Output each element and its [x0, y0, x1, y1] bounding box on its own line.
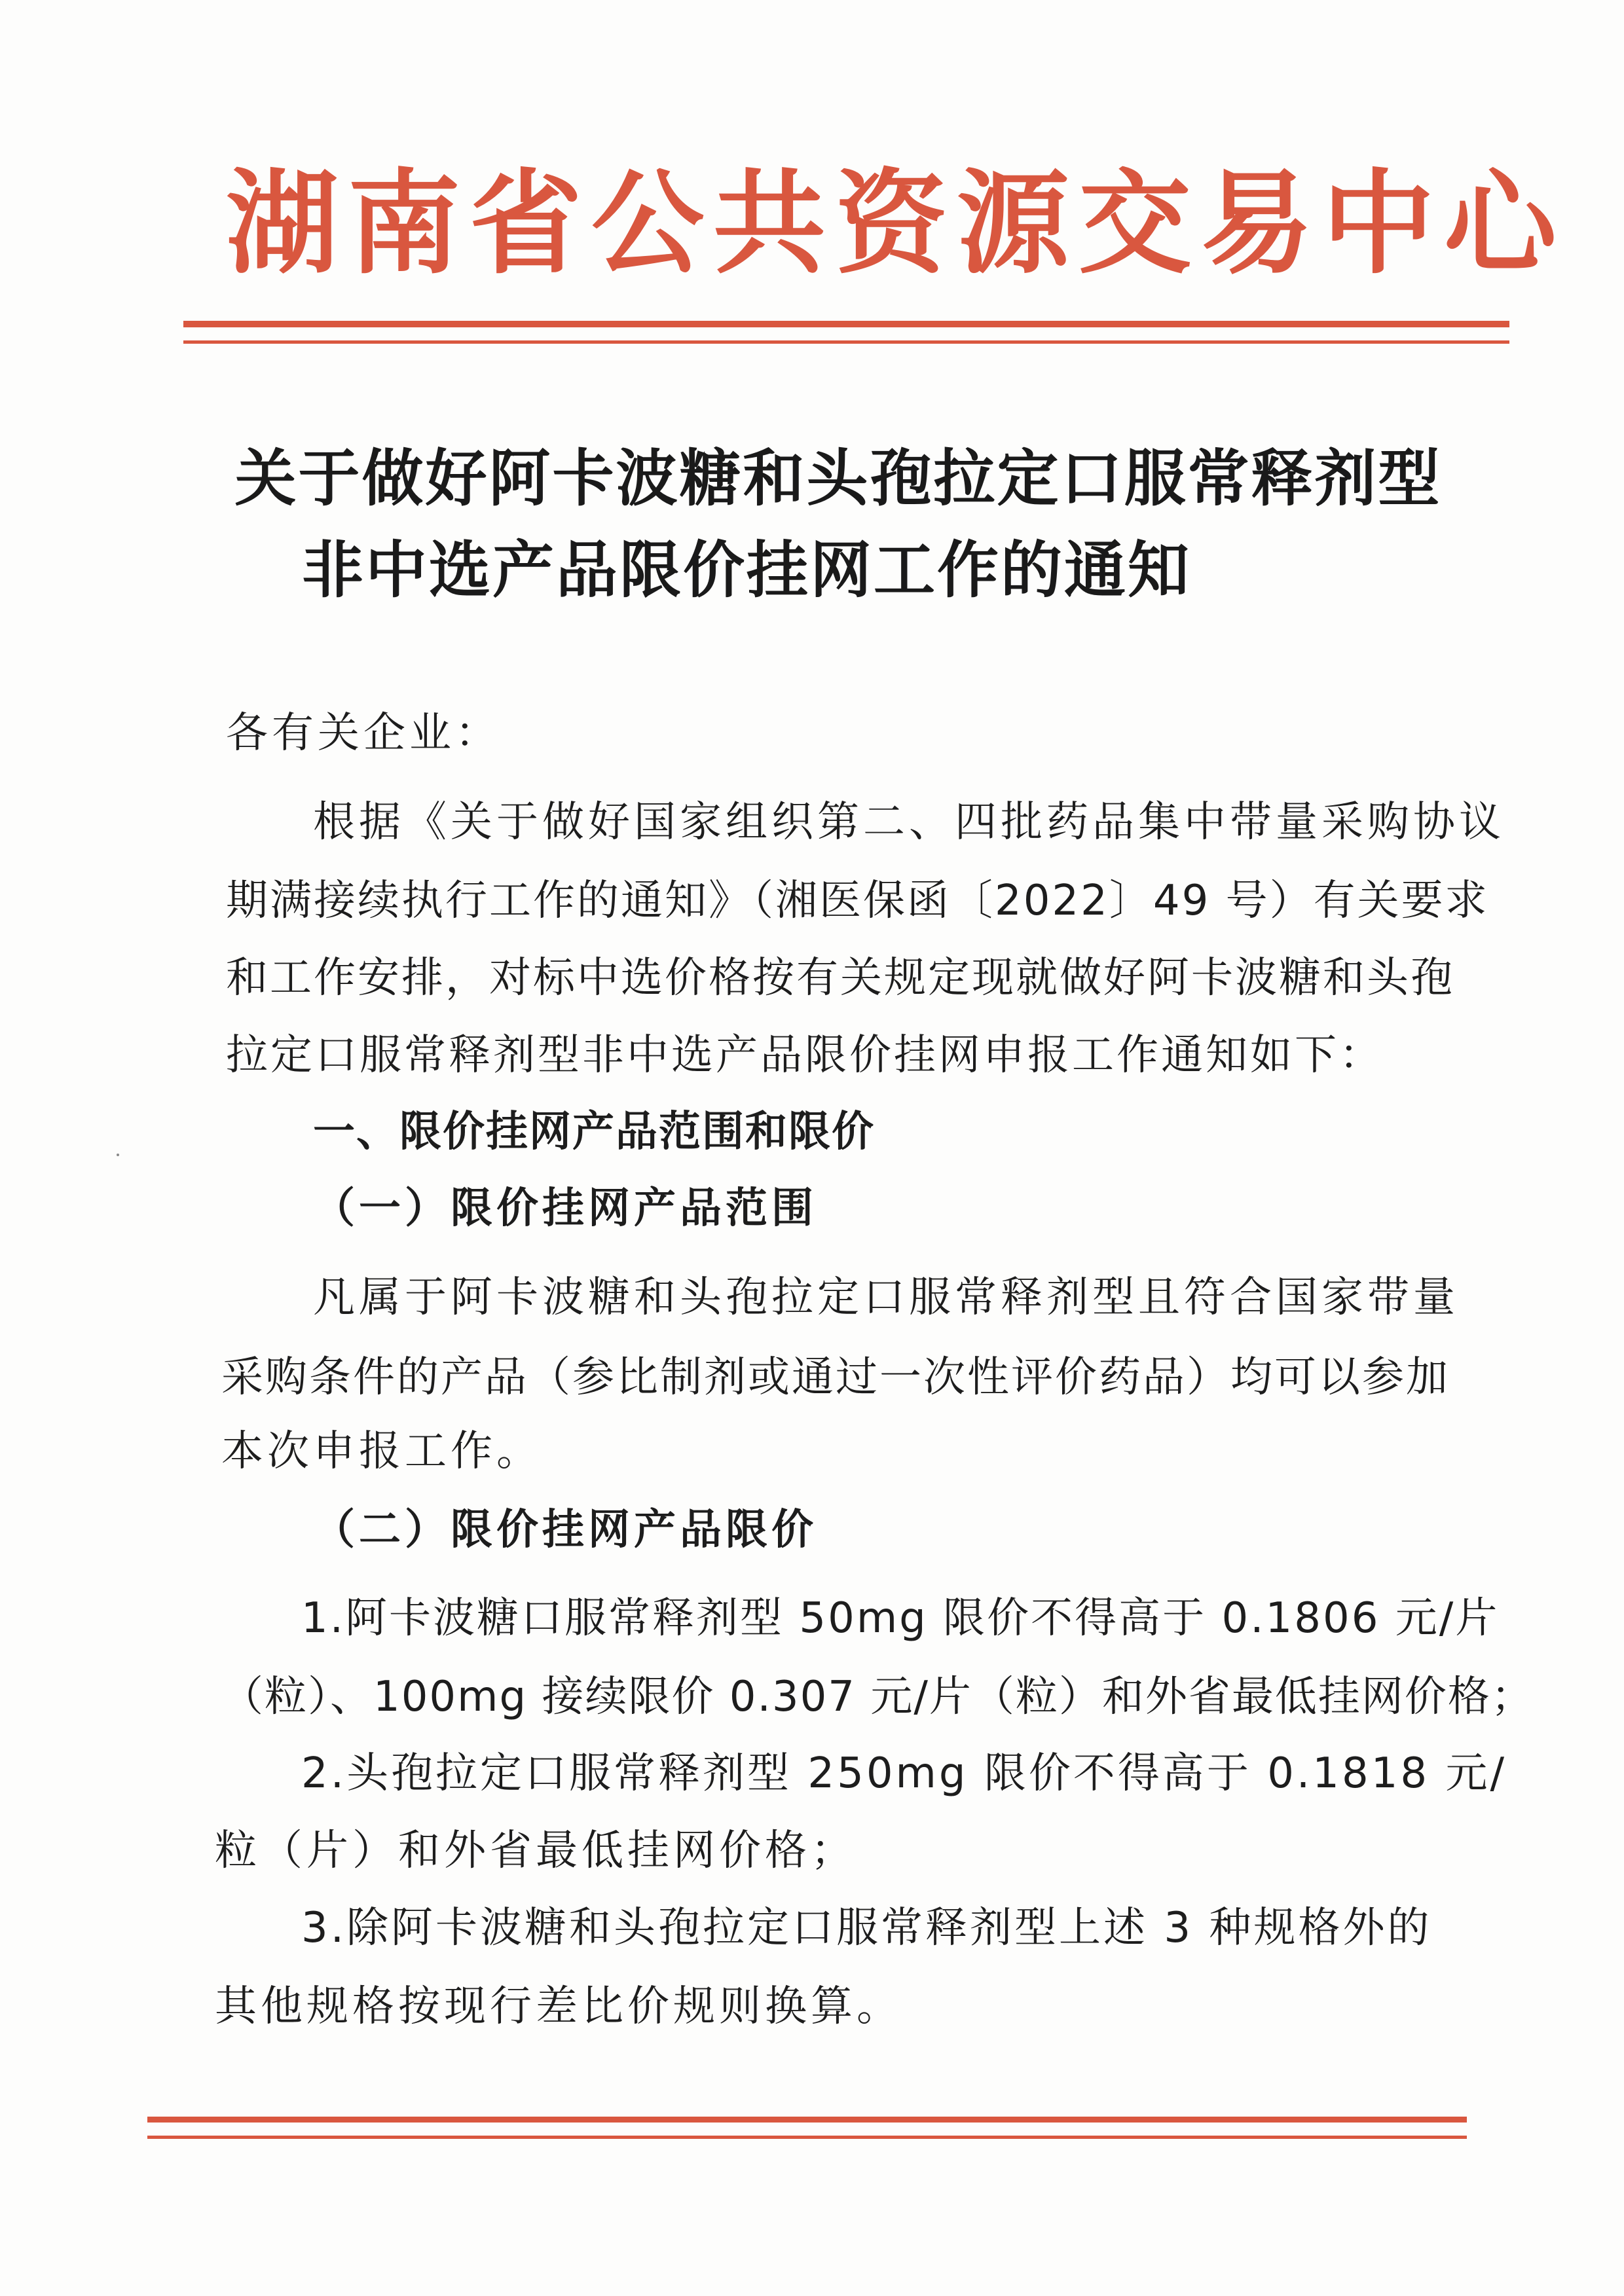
section-1-heading: 一、限价挂网产品范围和限价 — [313, 1108, 875, 1156]
intro-line-2: 期满接续执行工作的通知》（湘医保函〔2022〕49 号）有关要求 — [226, 877, 1489, 925]
document-title-line-2: 非中选产品限价挂网工作的通知 — [301, 534, 1191, 606]
footer-rule-thick — [147, 2117, 1467, 2123]
letterhead-organization: 湖南省公共资源交易中心 — [226, 156, 1566, 289]
price-item-1-line-1: 1.阿卡波糖口服常释剂型 50mg 限价不得高于 0.1806 元/片 — [301, 1594, 1500, 1643]
intro-line-4: 拉定口服常释剂型非中选产品限价挂网申报工作通知如下： — [226, 1031, 1384, 1080]
document-title-line-1: 关于做好阿卡波糖和头孢拉定口服常释剂型 — [234, 443, 1442, 515]
price-item-2-line-2: 粒（片）和外省最低挂网价格； — [215, 1827, 857, 1875]
subsection-1-line-3: 本次申报工作。 — [221, 1427, 542, 1476]
subsection-1-line-2: 采购条件的产品（参比制剂或通过一次性评价药品）均可以参加 — [221, 1353, 1450, 1402]
subsection-1-heading: （一）限价挂网产品范围 — [313, 1184, 817, 1233]
intro-line-3: 和工作安排，对标中选价格按有关规定现就做好阿卡波糖和头孢 — [226, 954, 1454, 1002]
letterhead-rule-thick — [183, 321, 1509, 327]
subsection-1-line-1: 凡属于阿卡波糖和头孢拉定口服常释剂型且符合国家带量 — [313, 1273, 1459, 1322]
salutation: 各有关企业： — [226, 709, 501, 757]
letterhead-rule-thin — [183, 340, 1509, 344]
price-item-1-line-2: （粒）、100mg 接续限价 0.307 元/片（粒）和外省最低挂网价格； — [221, 1673, 1534, 1721]
price-item-3-line-2: 其他规格按现行差比价规则换算。 — [215, 1982, 902, 2031]
scan-speck — [117, 1154, 119, 1156]
footer-rule-thin — [147, 2136, 1467, 2139]
price-item-2-line-1: 2.头孢拉定口服常释剂型 250mg 限价不得高于 0.1818 元/ — [301, 1749, 1507, 1798]
subsection-2-heading: （二）限价挂网产品限价 — [313, 1505, 817, 1554]
intro-line-1: 根据《关于做好国家组织第二、四批药品集中带量采购协议 — [313, 798, 1505, 847]
price-item-3-line-1: 3.除阿卡波糖和头孢拉定口服常释剂型上述 3 种规格外的 — [301, 1904, 1432, 1952]
